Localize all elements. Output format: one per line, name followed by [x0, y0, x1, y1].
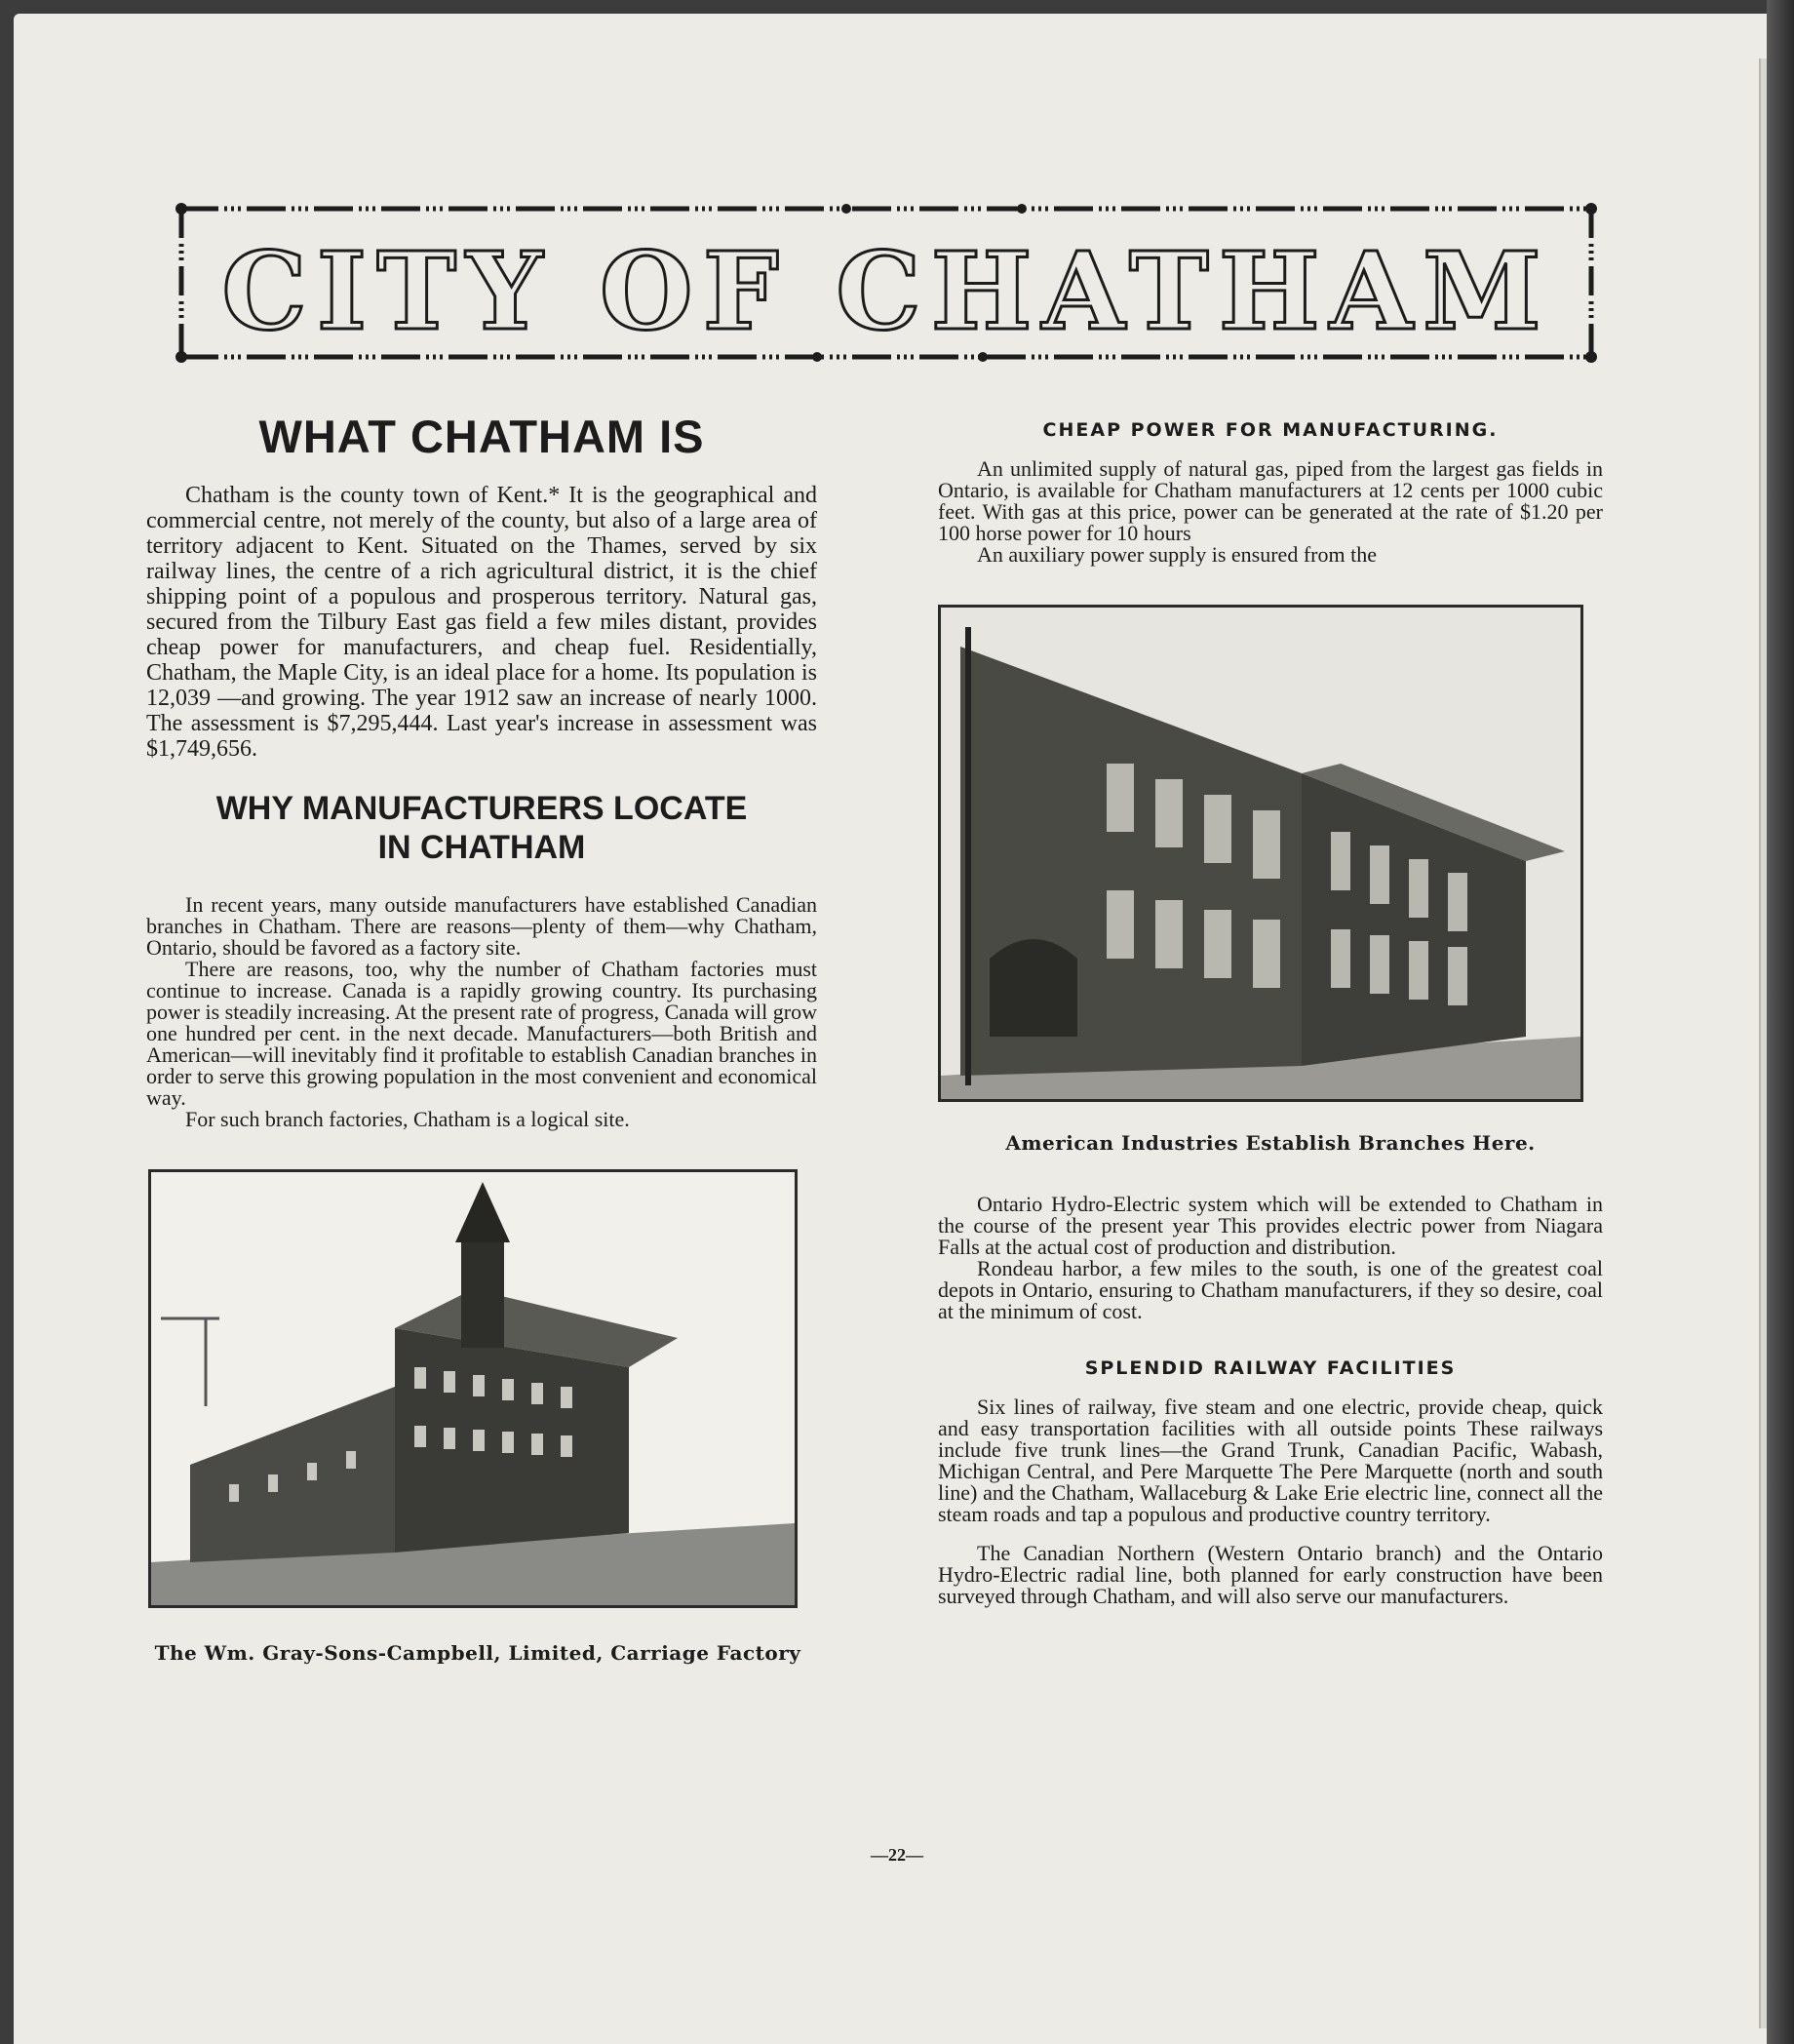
- caption-carriage-factory: The Wm. Gray-Sons-Campbell, Limited, Carriage Factory: [154, 1641, 801, 1665]
- factory-illustration: [151, 1172, 795, 1605]
- right-column: [938, 419, 1603, 1607]
- caption-american-industries: American Industries Establish Branches Here.: [1005, 1131, 1536, 1155]
- heading-cheap-power: CHEAP POWER FOR MANUFACTURING.: [1042, 419, 1499, 441]
- paragraph-logical-site: For such branch factories, Chatham is a logical site.: [185, 1107, 630, 1131]
- paragraph-canadian-northern: The Canadian Northern (Western Ontario branch) and the Ontario Hydro-Electric radial line, both planned for early construction have been surveyed through Chatham, and will also serve our manufacturers.: [938, 1541, 1603, 1608]
- left-column: [146, 400, 817, 1665]
- paragraph-hydro-electric: Ontario Hydro-Electric system which will be extended to Chatham in the course of the present year This provides electric power from Niagara Falls at the actual cost of production and distribution.: [938, 1192, 1603, 1259]
- paragraph-reasons: There are reasons, too, why the number of Chatham factories must continue to increase. Canada is a rapidly growing country. Its purchasing power is steadily increasing. At the present rate of progress, Canada will grow one hundred per cent. in the next decade. Manufacturers—both British and American—will inevitably find it profitable to establish Canadian branches in order to serve this growing population in the most convenient and economical way.: [146, 957, 817, 1110]
- photo-carriage-factory: [148, 1169, 798, 1608]
- heading-why-manufacturers: [146, 789, 817, 867]
- title-banner: [174, 199, 1599, 367]
- paragraph-recent-years: In recent years, many outside manufacturers have established Canadian branches in Chatham. There are reasons—plenty of them—why Chatham, Ontario, should be favored as a factory site.: [146, 892, 817, 960]
- paragraph-what-chatham-is: Chatham is the county town of Kent.* It is the geographical and commercial centre, not merely of the county, but also of a large area of territory adjacent to Kent. Situated on the Thames, served by six railway lines, the centre of a rich agricultural district, it is the chief shipping point of a populous and prosperous territory. Natural gas, secured from the Tilbury East gas field a few miles distant, provides cheap power for manufacturers, and cheap fuel. Residentially, Chatham, the Maple City, is an ideal place for a home. Its population is 12,039 —and growing. The year 1912 saw an increase of nearly 1000. The assessment is $7,295,444. Last year's increase in assessment was $1,749,656.: [146, 483, 817, 762]
- paragraph-natural-gas: An unlimited supply of natural gas, piped from the largest gas fields in Ontario, is available for Chatham manufacturers at 12 cents per 1000 cubic feet. With gas at this price, power can be generated at the rate of $1.20 per 100 horse power for 10 hours: [938, 456, 1603, 545]
- industries-building-illustration: [941, 608, 1580, 1099]
- page-number: —22—: [871, 1845, 923, 1865]
- heading-line-2: IN CHATHAM: [377, 829, 586, 866]
- paragraph-railway-lines: Six lines of railway, five steam and one electric, provide cheap, quick and easy transportation facilities with all outside points These railways include five trunk lines—the Grand Trunk, Canadian Pacific, Wabash, Michigan Central, and Pere Marquette The Pere Marquette (north and south line) and the Chatham, Wallaceburg & Lake Erie electric line, connect all the steam roads and tap a populous and productive country territory.: [938, 1395, 1603, 1526]
- page-title: CITY OF CHATHAM: [221, 228, 1551, 354]
- paragraph-auxiliary-power: An auxiliary power supply is ensured from the: [977, 542, 1377, 567]
- paragraph-rondeau-harbor: Rondeau harbor, a few miles to the south, is one of the greatest coal depots in Ontario, ensuring to Chatham manufacturers, if they so desire, coal at the minimum of cost.: [938, 1256, 1603, 1323]
- scan-border: [1767, 0, 1794, 2044]
- heading-line-1: WHY MANUFACTURERS LOCATE: [215, 790, 748, 827]
- heading-what-chatham-is: WHAT CHATHAM IS: [258, 411, 705, 462]
- photo-american-industries: [938, 605, 1583, 1102]
- heading-railway-facilities: SPLENDID RAILWAY FACILITIES: [1084, 1357, 1457, 1379]
